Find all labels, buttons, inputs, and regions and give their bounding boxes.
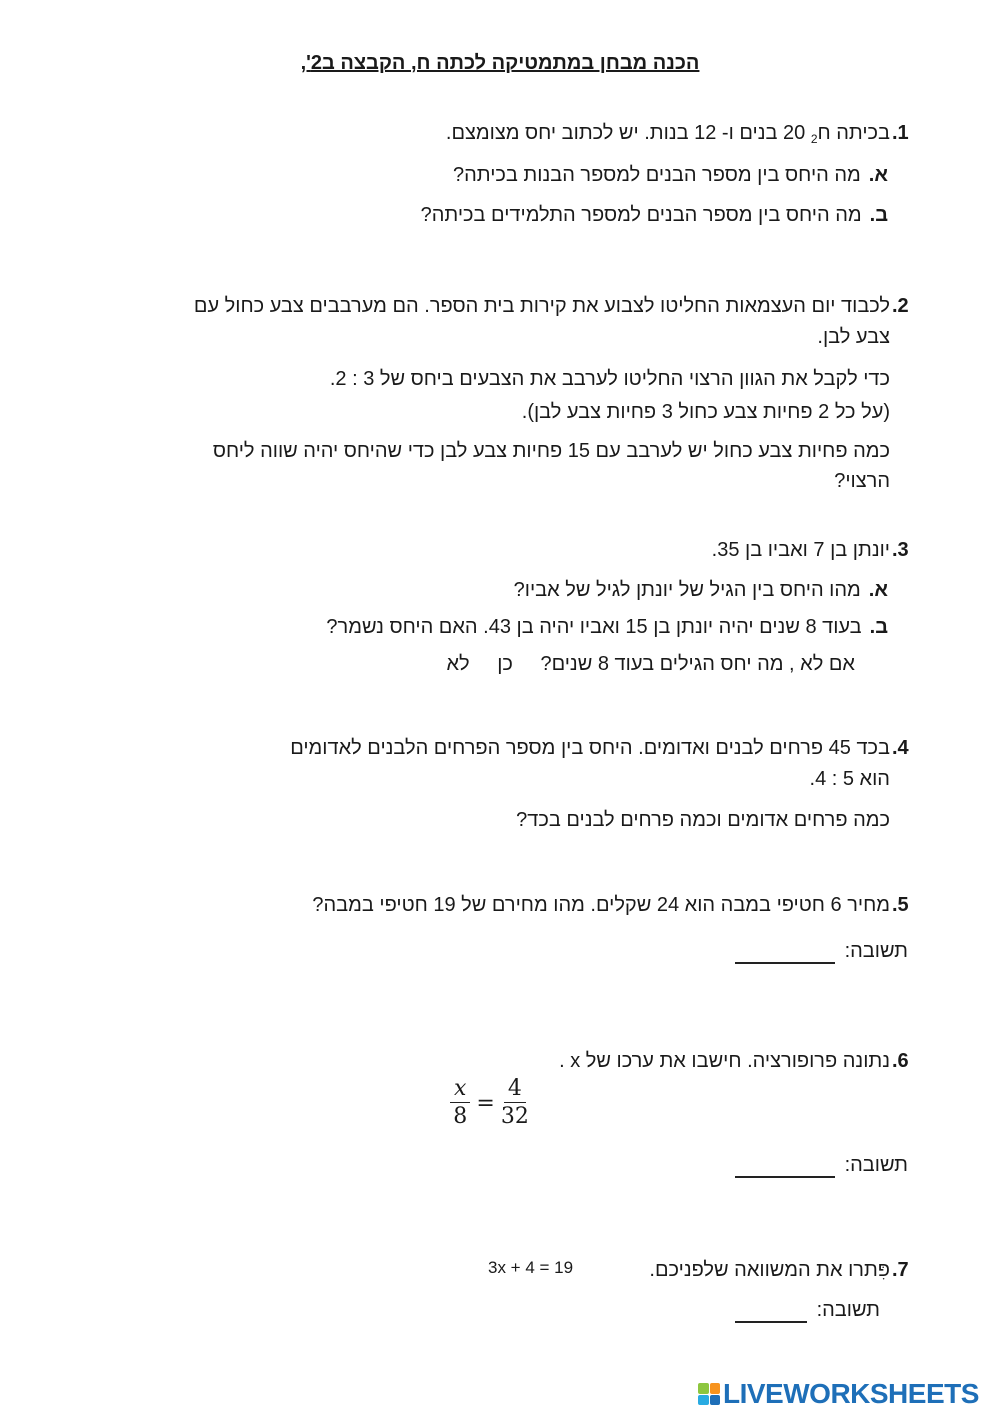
q6-text: נתונה פרופורציה. חישבו את ערכו של x . (559, 1050, 890, 1072)
q1b-text: מה היחס בין מספר הבנים למספר התלמידים בכיתה? (420, 204, 862, 226)
q3b-followup (446, 651, 855, 677)
q3a-label: א. (868, 579, 888, 601)
q5-text: מחיר 6 חטיפי במבה הוא 24 שקלים. מהו מחירם של 19 חטיפי במבה? (312, 894, 890, 916)
q2-line5: כמה פחיות צבע כחול יש לערבב עם 15 פחיות צבע לבן כדי שהיחס יהיה שווה ליחס (212, 440, 890, 462)
q7-text: פִּתרו את המשוואה שלפניכם. (649, 1259, 890, 1281)
logo-icon (698, 1383, 720, 1405)
q2-line1: לכבוד יום העצמאות החליטו לצבוע את קירות בית הספר. הם מערבבים צבע כחול עם (193, 295, 890, 317)
proportion-equation (450, 1076, 529, 1131)
fraction-left-denominator: 8 (453, 1104, 468, 1129)
q1-text (446, 120, 890, 152)
fraction-right (501, 1076, 529, 1131)
q3b (326, 614, 888, 640)
q3a (514, 577, 888, 603)
q2-line6: הרצוי? (834, 470, 890, 492)
q5-answer-label: תשובה: (844, 940, 908, 962)
q1b (421, 202, 888, 228)
q1a-label: א. (868, 164, 888, 186)
q2-line4: (על כל 2 פחיות צבע כחול 3 פחיות צבע לבן). (521, 401, 890, 423)
q5-answer (735, 938, 908, 964)
fraction-right-denominator: 32 (500, 1104, 529, 1129)
q3b-text: בעוד 8 שנים יהיה יונתן בן 15 ואביו יהיה בן 43. האם היחס נשמר? (326, 616, 862, 638)
q1-subscript: 2 (810, 132, 818, 146)
q4-number: .4 (892, 737, 909, 759)
q1a (453, 162, 888, 188)
liveworksheets-logo (698, 1378, 979, 1410)
q2-line2: צבע לבן. (817, 326, 890, 348)
logo-square-green (698, 1383, 709, 1394)
q6-number: .6 (892, 1050, 909, 1072)
q3b-text2: אם לא , מה יחס הגילים בעוד 8 שנים? (540, 653, 855, 675)
q6-answer (735, 1152, 908, 1178)
q1a-text: מה היחס בין מספר הבנים למספר הבנות בכיתה? (453, 164, 861, 186)
q3b-label: ב. (869, 616, 888, 638)
q2-number: .2 (892, 295, 909, 317)
logo-square-blue (710, 1395, 721, 1406)
q3-no-option[interactable]: לא (446, 653, 470, 675)
q4-line2: הוא 5 : 4. (809, 768, 890, 790)
q1-text-a: בכיתה ח (817, 122, 890, 144)
q3-yes-option[interactable]: כן (497, 653, 513, 675)
logo-text: LIVEWORKSHEETS (723, 1378, 979, 1409)
q3-text: יונתן בן 7 ואביו בן 35. (711, 539, 890, 561)
fraction-right-numerator: 4 (504, 1076, 526, 1103)
fraction-left-numerator: x (450, 1076, 470, 1103)
q7-equation: 3x + 4 = 19 (488, 1258, 574, 1277)
q6-answer-label: תשובה: (844, 1154, 908, 1176)
q6-answer-blank[interactable] (735, 1158, 835, 1178)
q5-answer-blank[interactable] (735, 944, 835, 964)
q3-number: .3 (892, 539, 909, 561)
q7-answer (735, 1297, 880, 1323)
q7-answer-blank[interactable] (735, 1303, 807, 1323)
q4-line3: כמה פרחים אדומים וכמה פרחים לבנים בכד? (516, 809, 890, 831)
q7-answer-label: תשובה: (816, 1299, 880, 1321)
q1-number: .1 (892, 122, 909, 144)
q4-line1: בכד 45 פרחים לבנים ואדומים. היחס בין מספר הפרחים הלבנים לאדומים (290, 737, 890, 759)
q2-line3: כדי לקבל את הגוון הרצוי החליטו לערבב את הצבעים ביחס של 3 : 2. (329, 368, 890, 390)
q5-number: .5 (892, 894, 909, 916)
q1b-label: ב. (869, 204, 888, 226)
fraction-left (450, 1076, 470, 1131)
q7-number: .7 (892, 1259, 909, 1281)
page-title: הכנה מבחן במתמטיקה לכתה ח, הקבצה ב2', (300, 52, 700, 74)
logo-square-cyan (698, 1395, 709, 1406)
equals-sign: = (476, 1091, 495, 1116)
logo-square-orange (710, 1383, 721, 1394)
q3a-text: מהו היחס בין הגיל של יונתן לגיל של אביו? (513, 579, 861, 601)
q1-text-b: 20 בנים ו- 12 בנות. יש לכתוב יחס מצומצם. (445, 122, 811, 144)
